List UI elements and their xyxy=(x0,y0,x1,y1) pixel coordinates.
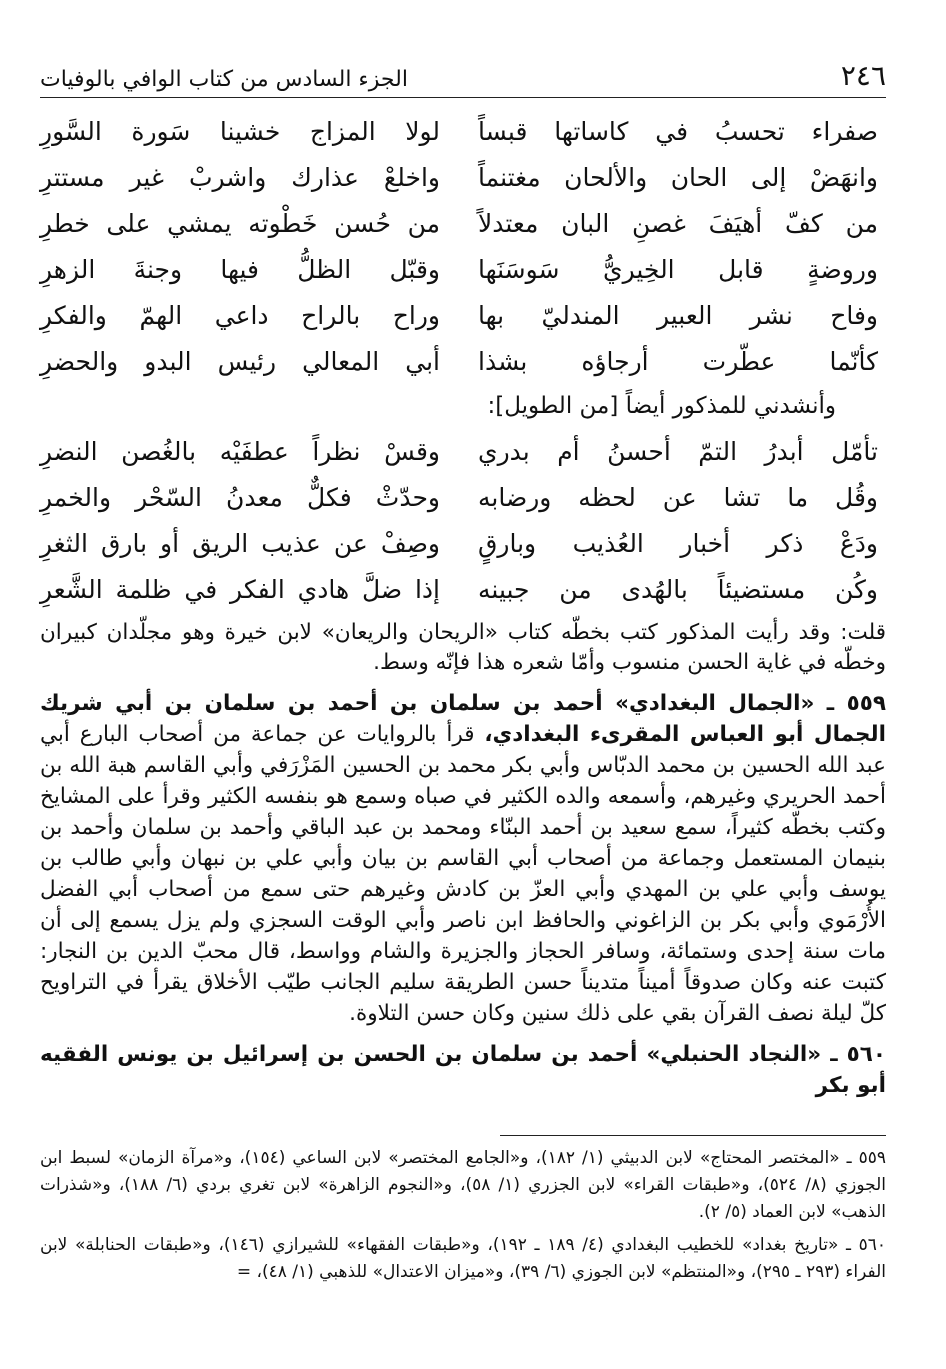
verse xyxy=(40,108,886,154)
page-number: ٢٤٦ xyxy=(840,59,886,92)
verse xyxy=(40,474,886,520)
verse-second-half: وقسْ نظراً عطفَيْه بالغُصن النضرِ xyxy=(40,436,440,466)
verse-second-half: إذا ضلَّ هادي الفكر في ظلمة الشَّعرِ xyxy=(40,574,440,604)
biography-entry-559 xyxy=(40,688,886,1029)
entry-heading: ٥٦٠ ـ «النجاد الحنبلي» أحمد بن سلمان بن الحسن بن إسرائيل بن يونس الفقيه أبو بكر xyxy=(40,1042,886,1098)
verse-first-half: وفاح نشر العبير المندليّ بها xyxy=(478,300,878,330)
biography-entry-560 xyxy=(40,1039,886,1101)
verse-second-half: لولا المزاج خشينا سَورة السَّورِ xyxy=(40,116,440,146)
verse-first-half: من كفّ أهيَفَ غصنِ البان معتدلاً xyxy=(478,208,878,238)
verse-first-half: وقُل ما تشا عن لحظه ورضابه xyxy=(478,482,878,512)
verse-first-half: وانهَضْ إلى الحان والألحان مغتنماً xyxy=(478,162,878,192)
page-header xyxy=(40,52,886,92)
header-divider xyxy=(40,97,886,98)
footnote-divider xyxy=(500,1135,886,1136)
verse xyxy=(40,200,886,246)
verse-second-half: وحدّثْ فكلٌّ معدنُ السّحْر والخمرِ xyxy=(40,482,440,512)
verse-first-half: وكُن مستضيئاً بالهُدى من جبينه xyxy=(478,574,878,604)
verse xyxy=(40,520,886,566)
poem-2-intro: وأنشدني للمذكور أيضاً [من الطويل]: xyxy=(487,393,836,419)
poem-2 xyxy=(40,428,886,612)
verse-second-half: وصِفْ عن عذيب الريق أو بارق الثغرِ xyxy=(40,528,440,558)
verse xyxy=(40,246,886,292)
page-body xyxy=(40,108,886,1101)
verse-second-half: من حُسن خَطْوته يمشي على خطرِ xyxy=(40,208,440,238)
verse xyxy=(40,338,886,384)
verse-second-half: وقبّل الظلُّ فيها وجنةَ الزهرِ xyxy=(40,254,440,284)
author-note-paragraph: قلت: وقد رأيت المذكور كتب بخطّه كتاب «الريحان والريعان» لابن خيرة وهو مجلّدان كبيران وخطّه في غاية الحسن منسوب وأمّا شعره هذا فإنّه وسط. xyxy=(40,620,886,675)
entry-heading: ٥٥٩ ـ «الجمال البغدادي» أحمد بن سلمان بن أحمد بن سلمان بن أبي شريك الجمال أبو العباس المقرىء البغدادي، xyxy=(40,691,886,747)
verse-first-half: صفراء تحسبُ في كاساتها قبساً xyxy=(478,116,878,146)
verse-first-half: تأمّل أبدرُ التمّ أحسنُ أم بدري xyxy=(478,436,878,466)
running-title: الجزء السادس من كتاب الوافي بالوفيات xyxy=(40,67,408,92)
footnote: ٥٥٩ ـ «المختصر المحتاج» لابن الدبيثي (١/ ١٨٢)، و«الجامع المختصر» لابن الساعي (١٥٤)، و«مرآة الزمان» لسبط ابن الجوزي (٨/ ٥٢٤)، و«طبقات القراء» لابن الجزري (١/ ٥٨)، و«النجوم الزاهرة» لابن تغري بردي (٦/ ١٨٨)، و«شذرات الذهب» لابن العماد (٥/ ٢). xyxy=(40,1148,887,1222)
verse-first-half: وروضةٍ قابل الخِيريُّ سَوسَنَها xyxy=(478,254,878,284)
verse xyxy=(40,566,886,612)
poem-1 xyxy=(40,108,886,384)
verse-first-half: كأنّما عطّرت أرجاؤه بشذا xyxy=(478,346,878,376)
footnote: ٥٦٠ ـ «تاريخ بغداد» للخطيب البغدادي (٤/ ١٨٩ ـ ١٩٢)، و«طبقات الفقهاء» للشيرازي (١٤٦)، و«طبقات الحنابلة» لابن الفراء (٢٩٣ ـ ٢٩٥)، و«المنتظم» لابن الجوزي (٦/ ٣٩)، و«ميزان الاعتدال» للذهبي (١/ ٤٨)، = xyxy=(40,1235,887,1282)
entry-text: قرأ بالروايات عن جماعة من أصحاب البارع أبي عبد الله الحسين بن محمد الدبّاس وأبي بكر محمد بن الحسين المَزْرَفي وأبي القاسم هبة الله بن أحمد الحريري وغيرهم، وأسمعه والده الكثير في صباه وسمع هو بنفسه الكثير وقرأ على المشايخ وكتب بخطّه كثيراً، سمع سعيد بن أحمد البنّاء ومحمد بن عبد الباقي وأحمد بن سلمان وأحمد بن بنيمان المستعمل وجماعة من أصحاب أبي القاسم بن بيان وأبي علي بن نبهان وأبي طالب بن يوسف وأبي علي بن المهدي وأبي العزّ بن كادش وغيرهم حتى سمع من أصحاب أبي الفضل الأُرْمَوي وأبي بكر بن الزاغوني والحافظ ابن ناصر وأبي الوقت السجزي ولم يزل يسمع إلى أن مات سنة إحدى وستمائة، وسافر الحجاز والجزيرة والشام وواسط، قال محبّ الدين بن النجار: كتبت عنه وكان صدوقاً أميناً متديناً حسن الطريقة سليم الجانب طيّب الأخلاق يقرأ في التراويح كلّ ليلة نصف القرآن بقي على ذلك سنين وكان حسن التلاوة. xyxy=(40,722,886,1026)
verse xyxy=(40,428,886,474)
verse xyxy=(40,154,886,200)
verse-second-half: وراح بالراح داعي الهمّ والفكرِ xyxy=(40,300,440,330)
verse-second-half: أبي المعالي رئيس البدو والحضرِ xyxy=(40,346,440,376)
verse xyxy=(40,292,886,338)
footnotes xyxy=(40,1145,886,1292)
verse-second-half: واخلعْ عذارك واشربْ غير مستترِ xyxy=(40,162,440,192)
verse-first-half: ودَعْ ذكر أخبار العُذيب وبارقٍ xyxy=(478,528,878,558)
